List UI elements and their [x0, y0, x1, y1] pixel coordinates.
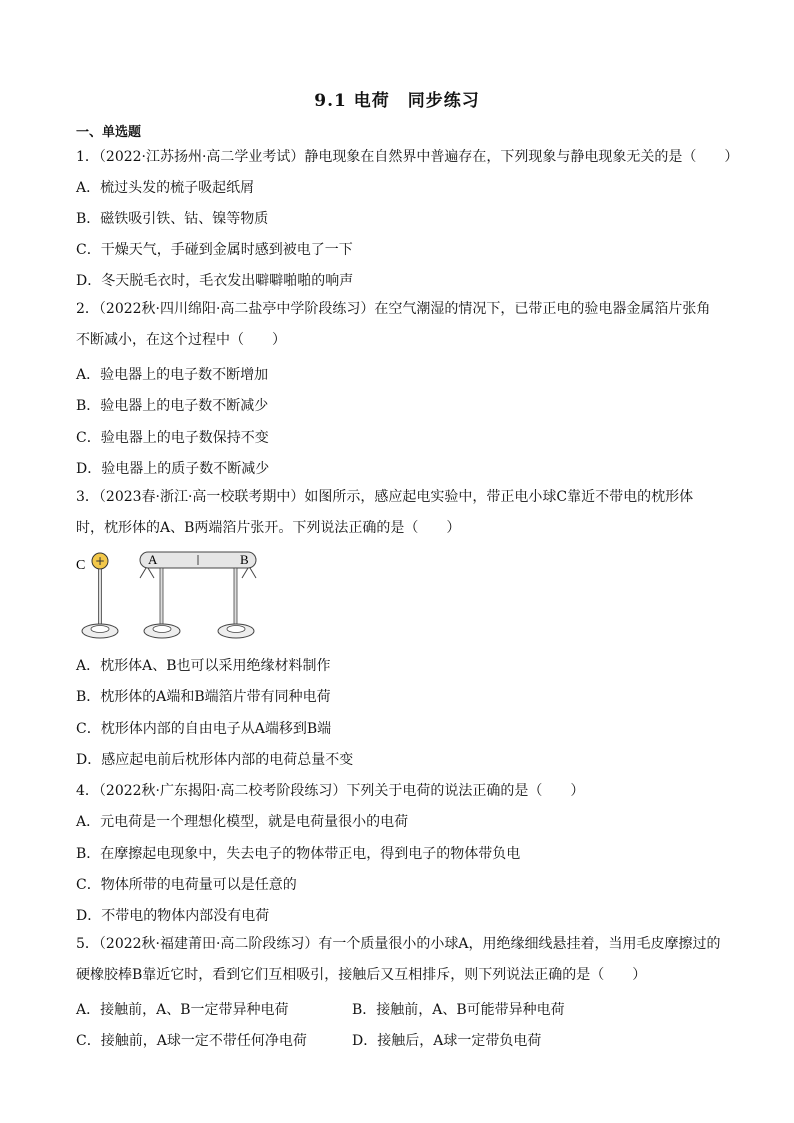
question-1-option-d: D．冬天脱毛衣时，毛衣发出噼噼啪啪的响声 [76, 273, 354, 289]
foil-a [140, 568, 154, 578]
foil-b [242, 568, 256, 578]
stand-base-b-inner [227, 626, 245, 633]
stand-rod-c [99, 569, 102, 624]
stand-rod-b [234, 568, 237, 624]
question-4-stem: 4．（2022秋·广东揭阳·高二校考阶段练习）下列关于电荷的说法正确的是（ ） [76, 783, 585, 799]
question-5-option-a: A．接触前，A、B一定带异种电荷 [76, 1002, 289, 1018]
positive-sign: + [94, 554, 106, 568]
question-2-option-b: B．验电器上的电子数不断减少 [76, 398, 269, 414]
question-5-stem: 5．（2022秋·福建莆田·高二阶段练习）有一个质量很小的小球A，用绝缘细线悬挂着，当用毛皮摩擦过的硬橡胶棒B靠近它时，看到它们互相吸引，接触后又互相排斥，则下列说法正确的是（ ） [76, 936, 721, 983]
question-4-option-c: C．物体所带的电荷量可以是任意的 [76, 877, 297, 893]
question-5-option-c: C．接触前，A球一定不带任何净电荷 [76, 1033, 307, 1049]
stand-base-a-inner [153, 626, 171, 633]
question-3-option-a: A．枕形体A、B也可以采用绝缘材料制作 [76, 658, 331, 674]
question-1-option-c: C．干燥天气，手碰到金属时感到被电了一下 [76, 242, 353, 258]
page-title: 9.1 电荷 同步练习 [314, 91, 480, 111]
section-heading: 一、单选题 [76, 125, 142, 140]
question-4-option-b: B．在摩擦起电现象中，失去电子的物体带正电，得到电子的物体带负电 [76, 846, 521, 862]
question-1-option-a: A．梳过头发的梳子吸起纸屑 [76, 180, 255, 196]
question-2-option-a: A．验电器上的电子数不断增加 [76, 367, 269, 383]
question-4-option-d: D．不带电的物体内部没有电荷 [76, 908, 270, 924]
stand-rod-a [160, 568, 163, 624]
stand-base-c-inner [91, 626, 109, 633]
question-5-option-b: B．接触前，A、B可能带异种电荷 [352, 1002, 565, 1018]
figure-label-b: B [240, 552, 249, 567]
question-2-option-c: C．验电器上的电子数保持不变 [76, 430, 269, 446]
question-5-option-d: D．接触后，A球一定带负电荷 [352, 1033, 542, 1049]
question-3-stem: 3．（2023春·浙江·高一校联考期中）如图所示，感应起电实验中，带正电小球C靠近不带电的枕形体时，枕形体的A、B两端箔片张开。下列说法正确的是（ ） [76, 489, 694, 536]
question-3-option-c: C．枕形体内部的自由电子从A端移到B端 [76, 721, 332, 737]
question-3-option-b: B．枕形体的A端和B端箔片带有同种电荷 [76, 689, 331, 705]
question-2-stem: 2．（2022秋·四川绵阳·高二盐亭中学阶段练习）在空气潮湿的情况下，已带正电的验电器金属箔片张角不断减小，在这个过程中（ ） [76, 301, 711, 348]
question-2-option-d: D．验电器上的质子数不断减少 [76, 461, 270, 477]
question-1-option-b: B．磁铁吸引铁、钴、镍等物质 [76, 211, 269, 227]
question-4-option-a: A．元电荷是一个理想化模型，就是电荷量很小的电荷 [76, 814, 409, 830]
induction-experiment-figure [74, 546, 274, 646]
question-3-option-d: D．感应起电前后枕形体内部的电荷总量不变 [76, 752, 354, 768]
figure-label-c: C [76, 558, 86, 573]
question-1-stem: 1．（2022·江苏扬州·高二学业考试）静电现象在自然界中普遍存在，下列现象与静电现象无关的是（ ） [76, 149, 739, 165]
figure-label-a: A [148, 552, 158, 567]
